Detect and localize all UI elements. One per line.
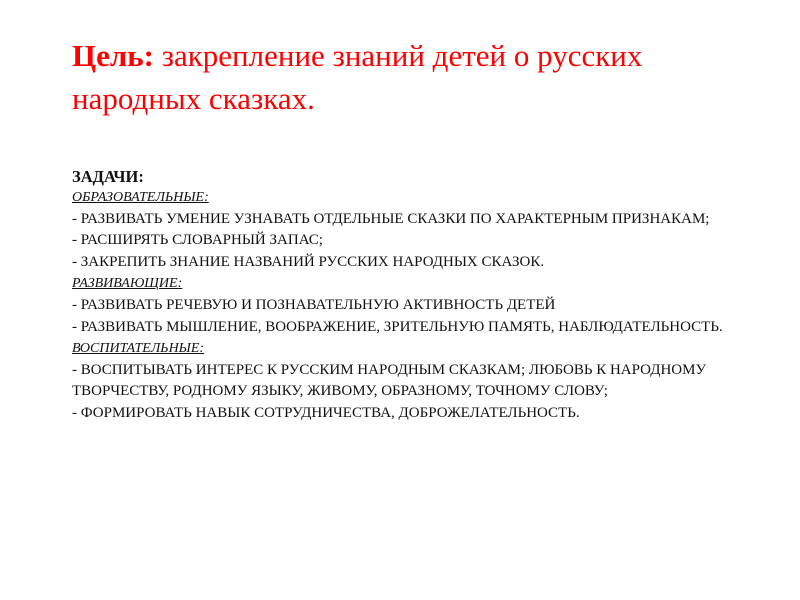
goal-statement [72, 34, 762, 120]
goal-label: Цель: [72, 38, 154, 73]
task-item: - ВОСПИТЫВАТЬ ИНТЕРЕС К РУССКИМ НАРОДНЫМ СКАЗКАМ; ЛЮБОВЬ К НАРОДНОМУ ТВОРЧЕСТВУ, РОДНОМУ ЯЗЫКУ, ЖИВОМУ, ОБРАЗНОМУ, ТОЧНОМУ СЛОВУ; [72, 361, 707, 400]
task-item: - РАЗВИВАТЬ МЫШЛЕНИЕ, ВООБРАЖЕНИЕ, ЗРИТЕЛЬНУЮ ПАМЯТЬ, НАБЛЮДАТЕЛЬНОСТЬ. [72, 318, 723, 335]
task-item: - РАСШИРЯТЬ СЛОВАРНЫЙ ЗАПАС; [72, 232, 323, 249]
tasks-title: ЗАДАЧИ: [72, 167, 144, 186]
tasks-block [72, 166, 732, 425]
task-item: - ЗАКРЕПИТЬ ЗНАНИЕ НАЗВАНИЙ РУССКИХ НАРОДНЫХ СКАЗОК. [72, 253, 545, 270]
task-item: - РАЗВИВАТЬ РЕЧЕВУЮ И ПОЗНАВАТЕЛЬНУЮ АКТИВНОСТЬ ДЕТЕЙ [72, 296, 556, 313]
task-item: - ФОРМИРОВАТЬ НАВЫК СОТРУДНИЧЕСТВА, ДОБРОЖЕЛАТЕЛЬНОСТЬ. [72, 404, 580, 421]
goal-text: закрепление знаний детей о русских народных сказках. [72, 38, 643, 116]
category-upbringing: ВОСПИТАТЕЛЬНЫЕ: [72, 341, 205, 357]
task-item: - РАЗВИВАТЬ УМЕНИЕ УЗНАВАТЬ ОТДЕЛЬНЫЕ СКАЗКИ ПО ХАРАКТЕРНЫМ ПРИЗНАКАМ; [72, 210, 710, 227]
category-developing: РАЗВИВАЮЩИЕ: [72, 276, 183, 292]
category-educational: ОБРАЗОВАТЕЛЬНЫЕ: [72, 190, 209, 205]
